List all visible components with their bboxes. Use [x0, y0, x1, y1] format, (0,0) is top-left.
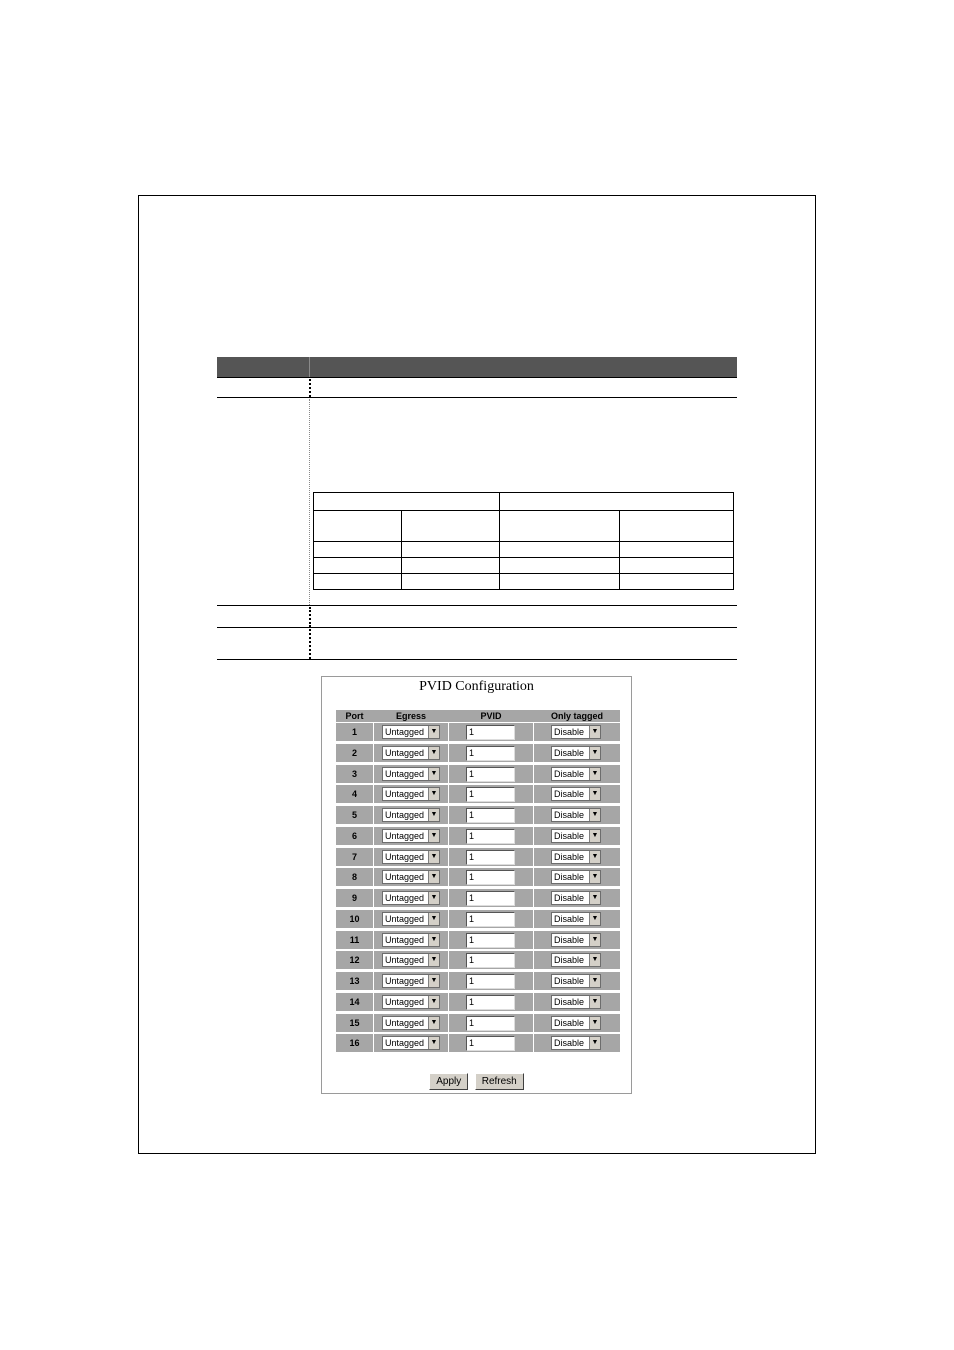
egress-cell: [374, 889, 448, 907]
egress-cell: [374, 765, 448, 783]
only-tagged-cell: [534, 827, 620, 845]
dropdown-arrow-icon[interactable]: ▼: [428, 954, 439, 966]
table-row: [336, 826, 620, 847]
only-tagged-cell: [534, 1034, 620, 1052]
pvid-input[interactable]: 1: [466, 746, 515, 761]
only-tagged-select-value: Disable: [554, 789, 585, 800]
dropdown-arrow-icon[interactable]: ▼: [589, 954, 600, 966]
pvid-cell: [449, 827, 533, 845]
only-tagged-select[interactable]: [551, 933, 601, 947]
egress-cell: [374, 785, 448, 803]
dropdown-arrow-icon[interactable]: ▼: [428, 830, 439, 842]
port-number: 4: [336, 785, 373, 803]
only-tagged-select[interactable]: [551, 808, 601, 822]
pvid-input[interactable]: 1: [466, 808, 515, 823]
port-number: 16: [336, 1034, 373, 1052]
pvid-input[interactable]: 1: [466, 725, 515, 740]
egress-select[interactable]: [382, 1036, 440, 1050]
only-tagged-select[interactable]: [551, 974, 601, 988]
only-tagged-select[interactable]: [551, 912, 601, 926]
dropdown-arrow-icon[interactable]: ▼: [428, 871, 439, 883]
dropdown-arrow-icon[interactable]: ▼: [589, 726, 600, 738]
description-table-rule: [217, 659, 737, 660]
only-tagged-cell: [534, 785, 620, 803]
only-tagged-select-value: Disable: [554, 768, 585, 779]
dropdown-arrow-icon[interactable]: ▼: [589, 851, 600, 863]
only-tagged-select[interactable]: [551, 829, 601, 843]
egress-select[interactable]: [382, 995, 440, 1009]
only-tagged-select-value: Disable: [554, 727, 585, 737]
pvid-input[interactable]: 1: [466, 995, 515, 1010]
description-table-dotted-divider: [309, 379, 311, 397]
description-table-dotted-divider: [309, 629, 311, 659]
only-tagged-select[interactable]: [551, 870, 601, 884]
port-number: 12: [336, 951, 373, 969]
egress-select-value: Untagged: [385, 955, 425, 966]
egress-select-value: Untagged: [385, 913, 425, 924]
description-table-header-divider: [309, 357, 310, 377]
dropdown-arrow-icon[interactable]: ▼: [428, 809, 439, 821]
egress-cell: [374, 806, 448, 824]
egress-select[interactable]: [382, 953, 440, 967]
dropdown-arrow-icon[interactable]: ▼: [589, 809, 600, 821]
description-table-rule: [217, 605, 737, 606]
pvid-cell: [449, 931, 533, 949]
egress-select-value: Untagged: [385, 851, 425, 862]
only-tagged-cell: [534, 972, 620, 990]
only-tagged-select-value: Disable: [554, 976, 585, 986]
only-tagged-cell: [534, 951, 620, 969]
table-row: [336, 805, 620, 826]
dropdown-arrow-icon[interactable]: ▼: [589, 934, 600, 946]
egress-select[interactable]: [382, 725, 440, 739]
dropdown-arrow-icon[interactable]: ▼: [428, 892, 439, 904]
only-tagged-select[interactable]: [551, 746, 601, 760]
port-number: 14: [336, 993, 373, 1011]
egress-select-value: Untagged: [385, 976, 425, 986]
egress-select-value: Untagged: [385, 872, 425, 883]
egress-cell: [374, 951, 448, 969]
only-tagged-select[interactable]: [551, 787, 601, 801]
only-tagged-select-value: Disable: [554, 893, 585, 903]
pvid-cell: [449, 723, 533, 741]
dropdown-arrow-icon[interactable]: ▼: [428, 996, 439, 1008]
header-only-tagged: Only tagged: [550, 711, 603, 721]
only-tagged-select-value: Disable: [554, 851, 585, 862]
egress-cell: [374, 1034, 448, 1052]
dropdown-arrow-icon[interactable]: ▼: [589, 788, 600, 800]
egress-select[interactable]: [382, 912, 440, 926]
pvid-cell: [449, 1014, 533, 1032]
pvid-cell: [449, 806, 533, 824]
table-row: [336, 1033, 620, 1054]
dropdown-arrow-icon[interactable]: ▼: [428, 788, 439, 800]
only-tagged-cell: [534, 931, 620, 949]
pvid-cell: [449, 889, 533, 907]
dropdown-arrow-icon[interactable]: ▼: [428, 747, 439, 759]
pvid-input[interactable]: 1: [466, 767, 515, 782]
egress-select[interactable]: [382, 933, 440, 947]
egress-cell: [374, 910, 448, 928]
dropdown-arrow-icon[interactable]: ▼: [589, 768, 600, 780]
egress-cell: [374, 993, 448, 1011]
table-row: [336, 784, 620, 805]
egress-select[interactable]: [382, 870, 440, 884]
table-row: [336, 764, 620, 785]
dropdown-arrow-icon[interactable]: ▼: [589, 1037, 600, 1049]
egress-select[interactable]: [382, 974, 440, 988]
description-inner-table: [313, 492, 734, 590]
only-tagged-cell: [534, 889, 620, 907]
dropdown-arrow-icon[interactable]: ▼: [428, 726, 439, 738]
pvid-input[interactable]: 1: [466, 933, 515, 948]
egress-cell: [374, 931, 448, 949]
only-tagged-select[interactable]: [551, 953, 601, 967]
pvid-input[interactable]: 1: [466, 912, 515, 927]
pvid-input[interactable]: 1: [466, 891, 515, 906]
description-table-rule: [217, 627, 737, 628]
dropdown-arrow-icon[interactable]: ▼: [428, 768, 439, 780]
table-row: [336, 992, 620, 1013]
dropdown-arrow-icon[interactable]: ▼: [428, 975, 439, 987]
only-tagged-select-value: Disable: [554, 955, 585, 966]
apply-button[interactable]: Apply: [429, 1073, 468, 1090]
refresh-button[interactable]: Refresh: [475, 1073, 524, 1090]
dropdown-arrow-icon[interactable]: ▼: [589, 913, 600, 925]
egress-select-value: Untagged: [385, 768, 425, 779]
dropdown-arrow-icon[interactable]: ▼: [428, 934, 439, 946]
header-pvid: PVID: [480, 711, 502, 721]
egress-select[interactable]: [382, 1016, 440, 1030]
dropdown-arrow-icon[interactable]: ▼: [589, 830, 600, 842]
description-table-header: [217, 357, 737, 377]
description-table-rule: [217, 377, 737, 378]
pvid-cell: [449, 868, 533, 886]
egress-select-value: Untagged: [385, 1038, 425, 1049]
only-tagged-cell: [534, 723, 620, 741]
dropdown-arrow-icon[interactable]: ▼: [589, 975, 600, 987]
egress-cell: [374, 848, 448, 866]
dropdown-arrow-icon[interactable]: ▼: [589, 747, 600, 759]
table-header-row: [336, 710, 620, 722]
egress-select-value: Untagged: [385, 934, 425, 945]
pvid-cell: [449, 785, 533, 803]
port-number: 7: [336, 848, 373, 866]
pvid-cell: [449, 951, 533, 969]
table-row: [336, 888, 620, 909]
egress-select-value: Untagged: [385, 810, 425, 820]
port-number: 9: [336, 889, 373, 907]
pvid-cell: [449, 848, 533, 866]
pvid-cell: [449, 765, 533, 783]
table-row: [336, 722, 620, 743]
pvid-cell: [449, 993, 533, 1011]
egress-cell: [374, 972, 448, 990]
pvid-input[interactable]: 1: [466, 829, 515, 844]
panel-title: PVID Configuration: [419, 679, 534, 694]
egress-select-value: Untagged: [385, 789, 425, 800]
only-tagged-cell: [534, 765, 620, 783]
only-tagged-select-value: Disable: [554, 1038, 585, 1049]
egress-select[interactable]: [382, 746, 440, 760]
egress-select[interactable]: [382, 808, 440, 822]
only-tagged-cell: [534, 744, 620, 762]
egress-select[interactable]: [382, 891, 440, 905]
only-tagged-select-value: Disable: [554, 747, 585, 758]
pvid-input[interactable]: 1: [466, 1016, 515, 1031]
pvid-cell: [449, 1034, 533, 1052]
only-tagged-select-value: Disable: [554, 872, 585, 883]
pvid-input[interactable]: 1: [466, 974, 515, 989]
egress-cell: [374, 1014, 448, 1032]
port-number: 5: [336, 806, 373, 824]
egress-select-value: Untagged: [385, 830, 425, 841]
table-row: [336, 847, 620, 868]
table-row: [336, 867, 620, 888]
table-row: [336, 930, 620, 951]
port-number: 1: [336, 723, 373, 741]
port-number: 2: [336, 744, 373, 762]
pvid-cell: [449, 744, 533, 762]
only-tagged-cell: [534, 868, 620, 886]
egress-select-value: Untagged: [385, 893, 425, 903]
port-number: 3: [336, 765, 373, 783]
button-bar: [322, 1071, 631, 1090]
table-row: [336, 950, 620, 971]
only-tagged-cell: [534, 806, 620, 824]
pvid-configuration-panel: [321, 676, 632, 1094]
only-tagged-select[interactable]: [551, 725, 601, 739]
egress-cell: [374, 868, 448, 886]
port-number: 13: [336, 972, 373, 990]
only-tagged-select[interactable]: [551, 767, 601, 781]
egress-cell: [374, 744, 448, 762]
dropdown-arrow-icon[interactable]: ▼: [428, 1017, 439, 1029]
egress-select[interactable]: [382, 767, 440, 781]
header-port: Port: [345, 711, 364, 721]
egress-select-value: Untagged: [385, 727, 425, 737]
pvid-input[interactable]: 1: [466, 787, 515, 802]
only-tagged-select[interactable]: [551, 850, 601, 864]
dropdown-arrow-icon[interactable]: ▼: [428, 1037, 439, 1049]
table-row: [336, 971, 620, 992]
only-tagged-cell: [534, 1014, 620, 1032]
only-tagged-select[interactable]: [551, 1036, 601, 1050]
only-tagged-select-value: Disable: [554, 996, 585, 1007]
pvid-table: [336, 710, 620, 1054]
port-number: 11: [336, 931, 373, 949]
description-table-rule: [217, 397, 737, 398]
description-table-dotted-divider: [309, 399, 310, 605]
pvid-input[interactable]: 1: [466, 1036, 515, 1051]
egress-select-value: Untagged: [385, 996, 425, 1007]
only-tagged-select-value: Disable: [554, 934, 585, 945]
egress-select-value: Untagged: [385, 1017, 425, 1028]
only-tagged-select-value: Disable: [554, 830, 585, 841]
only-tagged-select-value: Disable: [554, 810, 585, 820]
dropdown-arrow-icon[interactable]: ▼: [589, 1017, 600, 1029]
only-tagged-select[interactable]: [551, 891, 601, 905]
only-tagged-select-value: Disable: [554, 913, 585, 924]
only-tagged-select[interactable]: [551, 1016, 601, 1030]
table-row: [336, 743, 620, 764]
dropdown-arrow-icon[interactable]: ▼: [589, 996, 600, 1008]
only-tagged-cell: [534, 848, 620, 866]
only-tagged-cell: [534, 993, 620, 1011]
dropdown-arrow-icon[interactable]: ▼: [589, 892, 600, 904]
table-row: [336, 1013, 620, 1034]
egress-cell: [374, 723, 448, 741]
port-number: 8: [336, 868, 373, 886]
egress-select[interactable]: [382, 850, 440, 864]
pvid-cell: [449, 972, 533, 990]
port-number: 15: [336, 1014, 373, 1032]
port-number: 10: [336, 910, 373, 928]
only-tagged-select[interactable]: [551, 995, 601, 1009]
dropdown-arrow-icon[interactable]: ▼: [589, 871, 600, 883]
pvid-input[interactable]: 1: [466, 850, 515, 865]
pvid-cell: [449, 910, 533, 928]
pvid-input[interactable]: 1: [466, 870, 515, 885]
egress-select-value: Untagged: [385, 747, 425, 758]
egress-select[interactable]: [382, 829, 440, 843]
pvid-input[interactable]: 1: [466, 953, 515, 968]
table-row: [336, 909, 620, 930]
header-egress: Egress: [395, 711, 427, 721]
dropdown-arrow-icon[interactable]: ▼: [428, 913, 439, 925]
only-tagged-select-value: Disable: [554, 1017, 585, 1028]
dropdown-arrow-icon[interactable]: ▼: [428, 851, 439, 863]
egress-cell: [374, 827, 448, 845]
egress-select[interactable]: [382, 787, 440, 801]
description-table-dotted-divider: [309, 607, 311, 627]
only-tagged-cell: [534, 910, 620, 928]
port-number: 6: [336, 827, 373, 845]
